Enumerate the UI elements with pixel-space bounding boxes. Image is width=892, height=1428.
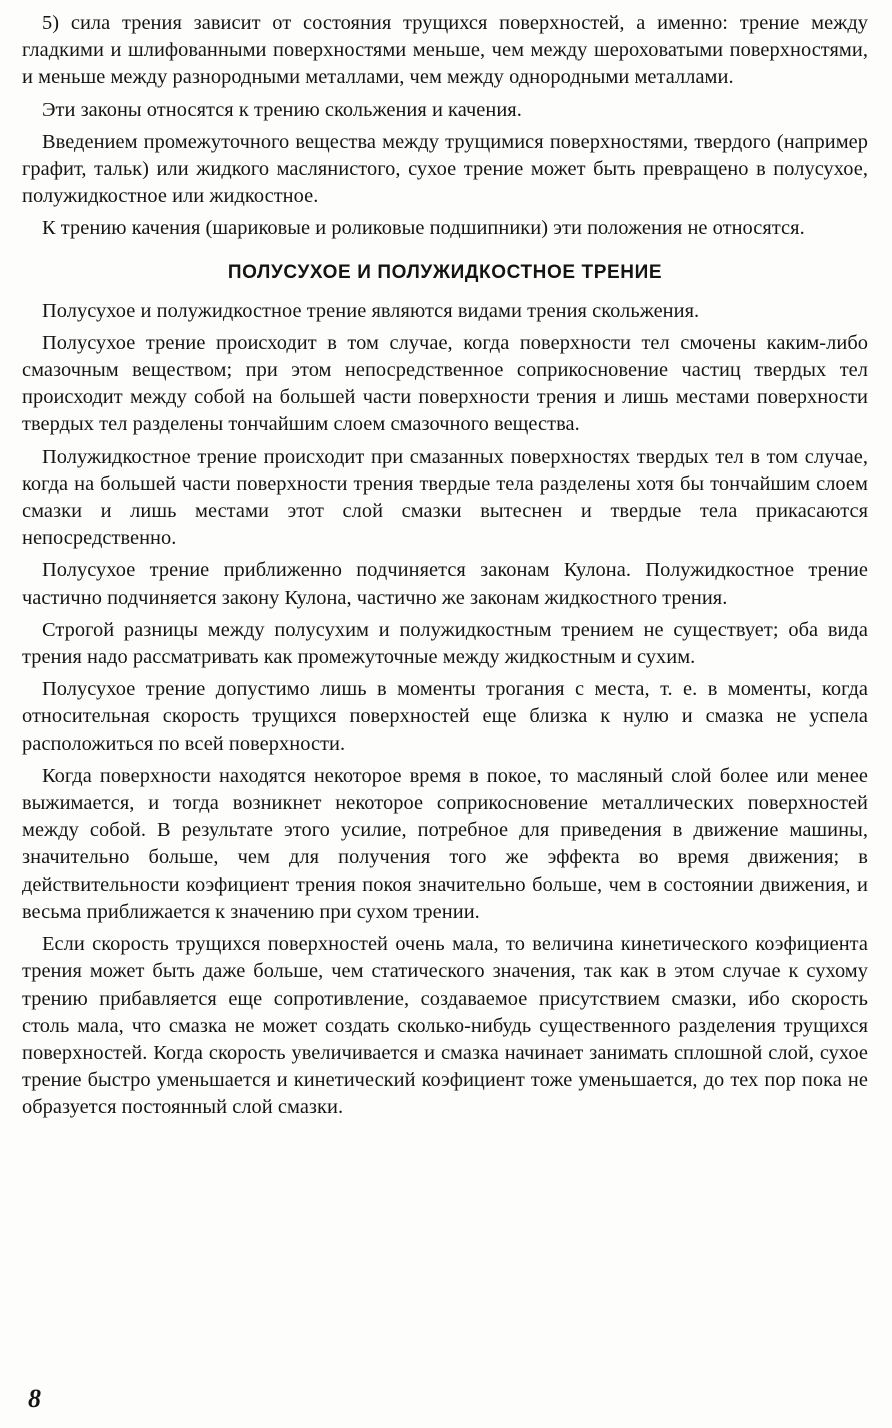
paragraph-low-speed: Если скорость трущихся поверхностей очень мала, то величина кинетического коэфициента трения может быть даже больше, чем статического значения, так как в этом случае к сухому трению прибавляется еще сопротивление, создаваемое присутствием смазки, ибо скорость столь мала, что смазка не может создать сколько-нибудь существенного разделения трущихся поверхностей. Когда скорость увеличивается и смазка начинает занимать сплошной слой, сухое трение быстро уменьшается и кинетический коэфициент тоже уменьшается, до тех пор пока не образуется постоянный слой смазки. — [22, 933, 868, 1119]
paragraph-semi-dry-definition: Полусухое трение происходит в том случае, когда поверхности тел смочены каким-либо смазочным веществом; при этом непосредственное соприкосновение частиц твердых тел происходит между собой на большей части поверхности трения и лишь местами поверхности твердых тел разделены тончайшим слоем смазочного вещества. — [22, 331, 868, 436]
page-number: 8 — [28, 1384, 41, 1413]
section-heading: ПОЛУСУХОЕ И ПОЛУЖИДКОСТНОЕ ТРЕНИЕ — [227, 261, 663, 283]
paragraph-laws-scope: Эти законы относятся к трению скольжения и качения. — [42, 98, 522, 121]
paragraph-starting-moment: Полусухое трение допустимо лишь в моменты трогания с места, т. е. в моменты, когда относительная скорость трущихся поверхностей еще близка к нулю и смазка не успела расположиться по всей поверхности. — [22, 678, 868, 755]
paragraph-coulomb-laws: Полусухое трение приближенно подчиняется законам Кулона. Полужидкостное трение частично подчиняется закону Кулона, частично же законам жидкостного трения. — [22, 559, 868, 609]
paragraph-rest-state: Когда поверхности находятся некоторое время в покое, то масляный слой более или менее выжимается, и тогда возникнет некоторое соприкосновение металлических поверхностей между собой. В результате этого усилие, потребное для приведения в движение машины, значительно больше, чем для получения того же эффекта во время движения; в действительности коэфициент трения покоя значительно больше, чем в состоянии движения, и весьма приближается к значению при сухом трении. — [22, 764, 868, 923]
paragraph-friction-law-5: 5) сила трения зависит от состояния трущихся поверхностей, а именно: трение между гладкими и шлифованными поверхностями меньше, чем между шероховатыми поверхностями, и меньше между разнородными металлами, чем между однородными металлами. — [22, 12, 868, 89]
paragraph-no-strict-difference: Строгой разницы между полусухим и полужидкостным трением не существует; оба вида трения надо рассматривать как промежуточные между жидкостным и сухим. — [22, 618, 868, 669]
paragraph-semi-fluid-definition: Полужидкостное трение происходит при смазанных поверхностях твердых тел в том случае, когда на большей части поверхности трения твердые тела разделены хотя бы тончайшим слоем смазки и лишь местами этот слой смазки вытеснен и твердые тела прикасаются непосредственно. — [22, 445, 868, 550]
text-block — [22, 10, 868, 1122]
paragraph-rolling-friction: К трению качения (шариковые и роликовые подшипники) эти положения не относятся. — [42, 217, 805, 240]
paragraph-intermediate-substance: Введением промежуточного вещества между трущимися поверхностями, твердого (например графит, тальк) или жидкого маслянистого, сухое трение может быть превращено в полусухое, полужидкостное или жидкостное. — [22, 130, 868, 208]
paragraph-friction-types: Полусухое и полужидкостное трение являются видами трения скольжения. — [42, 299, 700, 322]
